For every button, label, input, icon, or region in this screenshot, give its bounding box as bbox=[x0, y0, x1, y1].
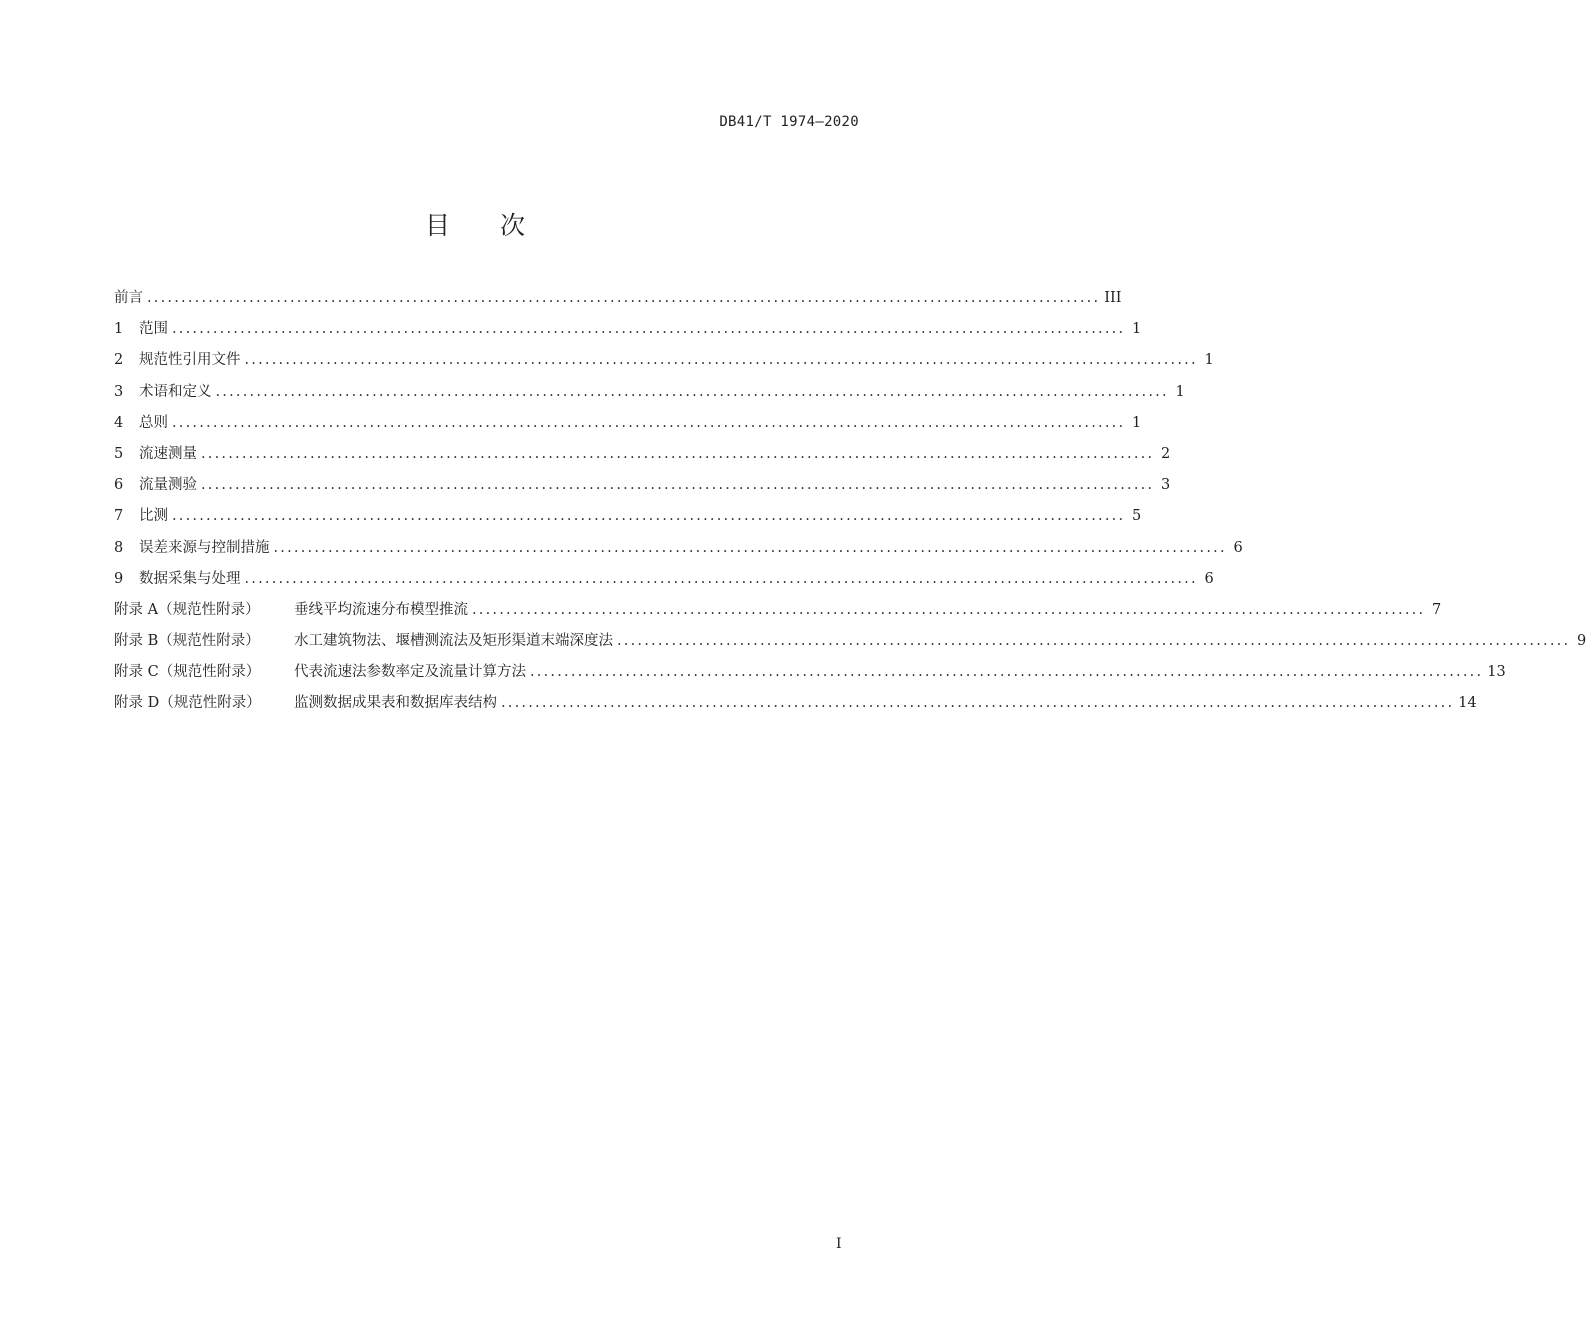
toc-entry-foreword[interactable] bbox=[114, 285, 1122, 316]
toc-entry-text: 误差来源与控制措施 bbox=[139, 539, 270, 556]
toc-entry-number: 3 bbox=[114, 383, 124, 400]
toc-entry-text: 流量测验 bbox=[139, 477, 197, 494]
toc-entry-4[interactable] bbox=[114, 410, 1142, 441]
dot-leader: ............................................................................................................................................ bbox=[172, 321, 1126, 338]
toc-entry-number: 7 bbox=[114, 508, 124, 525]
toc-entry-page: 13 bbox=[1487, 664, 1506, 681]
toc-title bbox=[0, 206, 950, 242]
toc-entry-text: 数据采集与处理 bbox=[139, 570, 241, 587]
toc-entry-number: 8 bbox=[114, 539, 124, 556]
toc-entry-8[interactable] bbox=[114, 535, 1243, 566]
toc-entry-text: 流速测量 bbox=[139, 445, 197, 462]
toc-entry-text: 术语和定义 bbox=[139, 383, 212, 400]
toc-entry-page: 9 bbox=[1577, 633, 1586, 650]
dot-leader: ............................................................................................................................................ bbox=[244, 352, 1198, 369]
dot-leader: ............................................................................................................................................ bbox=[147, 290, 1101, 306]
toc-entry-text: 总则 bbox=[139, 414, 168, 431]
toc-entry-page: III bbox=[1104, 290, 1122, 306]
toc-entry-7[interactable] bbox=[114, 503, 1142, 534]
appendix-label: 附录 D（规范性附录） bbox=[114, 695, 261, 712]
toc-entry-page: 5 bbox=[1132, 508, 1142, 525]
toc-entry-text: 水工建筑物法、堰槽测流法及矩形渠道末端深度法 bbox=[294, 633, 613, 650]
toc-entry-text: 前言 bbox=[114, 290, 143, 306]
toc-appendix-d[interactable] bbox=[114, 690, 1477, 721]
toc-entry-page: 1 bbox=[1175, 383, 1185, 400]
toc-appendix-b[interactable] bbox=[114, 628, 1586, 659]
toc-entry-9[interactable] bbox=[114, 566, 1214, 597]
toc-entry-1[interactable] bbox=[114, 316, 1142, 347]
toc-entry-page: 1 bbox=[1132, 321, 1142, 338]
toc-entry-5[interactable] bbox=[114, 441, 1171, 472]
toc-title-right: 次 bbox=[500, 211, 526, 240]
toc-entry-text: 范围 bbox=[139, 321, 168, 338]
page-number: I bbox=[836, 1236, 842, 1252]
toc-entry-text: 比测 bbox=[139, 508, 168, 525]
toc-entry-page: 1 bbox=[1132, 414, 1142, 431]
toc-entry-text: 代表流速法参数率定及流量计算方法 bbox=[294, 664, 526, 681]
dot-leader: ............................................................................................................................................ bbox=[172, 508, 1126, 525]
table-of-contents bbox=[114, 285, 1586, 722]
dot-leader: ............................................................................................................................................ bbox=[201, 445, 1155, 462]
toc-entry-number: 1 bbox=[114, 321, 124, 338]
dot-leader: ............................................................................................................................................ bbox=[617, 633, 1571, 650]
toc-entry-text: 垂线平均流速分布模型推流 bbox=[294, 601, 468, 618]
dot-leader: ............................................................................................................................................ bbox=[244, 570, 1198, 587]
toc-entry-page: 3 bbox=[1161, 477, 1171, 494]
toc-entry-text: 监测数据成果表和数据库表结构 bbox=[294, 695, 497, 712]
toc-title-left: 目 bbox=[424, 211, 450, 240]
toc-entry-number: 5 bbox=[114, 445, 124, 462]
toc-entry-6[interactable] bbox=[114, 472, 1171, 503]
toc-entry-page: 14 bbox=[1458, 695, 1477, 712]
toc-entry-page: 6 bbox=[1204, 570, 1214, 587]
toc-entry-number: 2 bbox=[114, 352, 124, 369]
dot-leader: ............................................................................................................................................ bbox=[472, 601, 1426, 618]
appendix-label: 附录 A（规范性附录） bbox=[114, 601, 260, 618]
dot-leader: ............................................................................................................................................ bbox=[501, 695, 1455, 712]
toc-entry-3[interactable] bbox=[114, 379, 1185, 410]
toc-entry-page: 7 bbox=[1432, 601, 1442, 618]
toc-entry-page: 6 bbox=[1233, 539, 1243, 556]
appendix-label: 附录 B（规范性附录） bbox=[114, 633, 260, 650]
toc-entry-page: 1 bbox=[1204, 352, 1214, 369]
document-code: DB41/T 1974—2020 bbox=[719, 114, 859, 130]
dot-leader: ............................................................................................................................................ bbox=[201, 477, 1155, 494]
toc-appendix-a[interactable] bbox=[114, 597, 1442, 628]
toc-entry-number: 9 bbox=[114, 570, 124, 587]
dot-leader: ............................................................................................................................................ bbox=[530, 664, 1484, 681]
toc-entry-page: 2 bbox=[1161, 445, 1171, 462]
toc-entry-number: 4 bbox=[114, 414, 124, 431]
appendix-label: 附录 C（规范性附录） bbox=[114, 664, 261, 681]
dot-leader: ............................................................................................................................................ bbox=[273, 539, 1227, 556]
toc-entry-2[interactable] bbox=[114, 347, 1214, 378]
dot-leader: ............................................................................................................................................ bbox=[215, 383, 1169, 400]
toc-appendix-c[interactable] bbox=[114, 659, 1506, 690]
dot-leader: ............................................................................................................................................ bbox=[172, 414, 1126, 431]
toc-entry-text: 规范性引用文件 bbox=[139, 352, 241, 369]
toc-entry-number: 6 bbox=[114, 477, 124, 494]
